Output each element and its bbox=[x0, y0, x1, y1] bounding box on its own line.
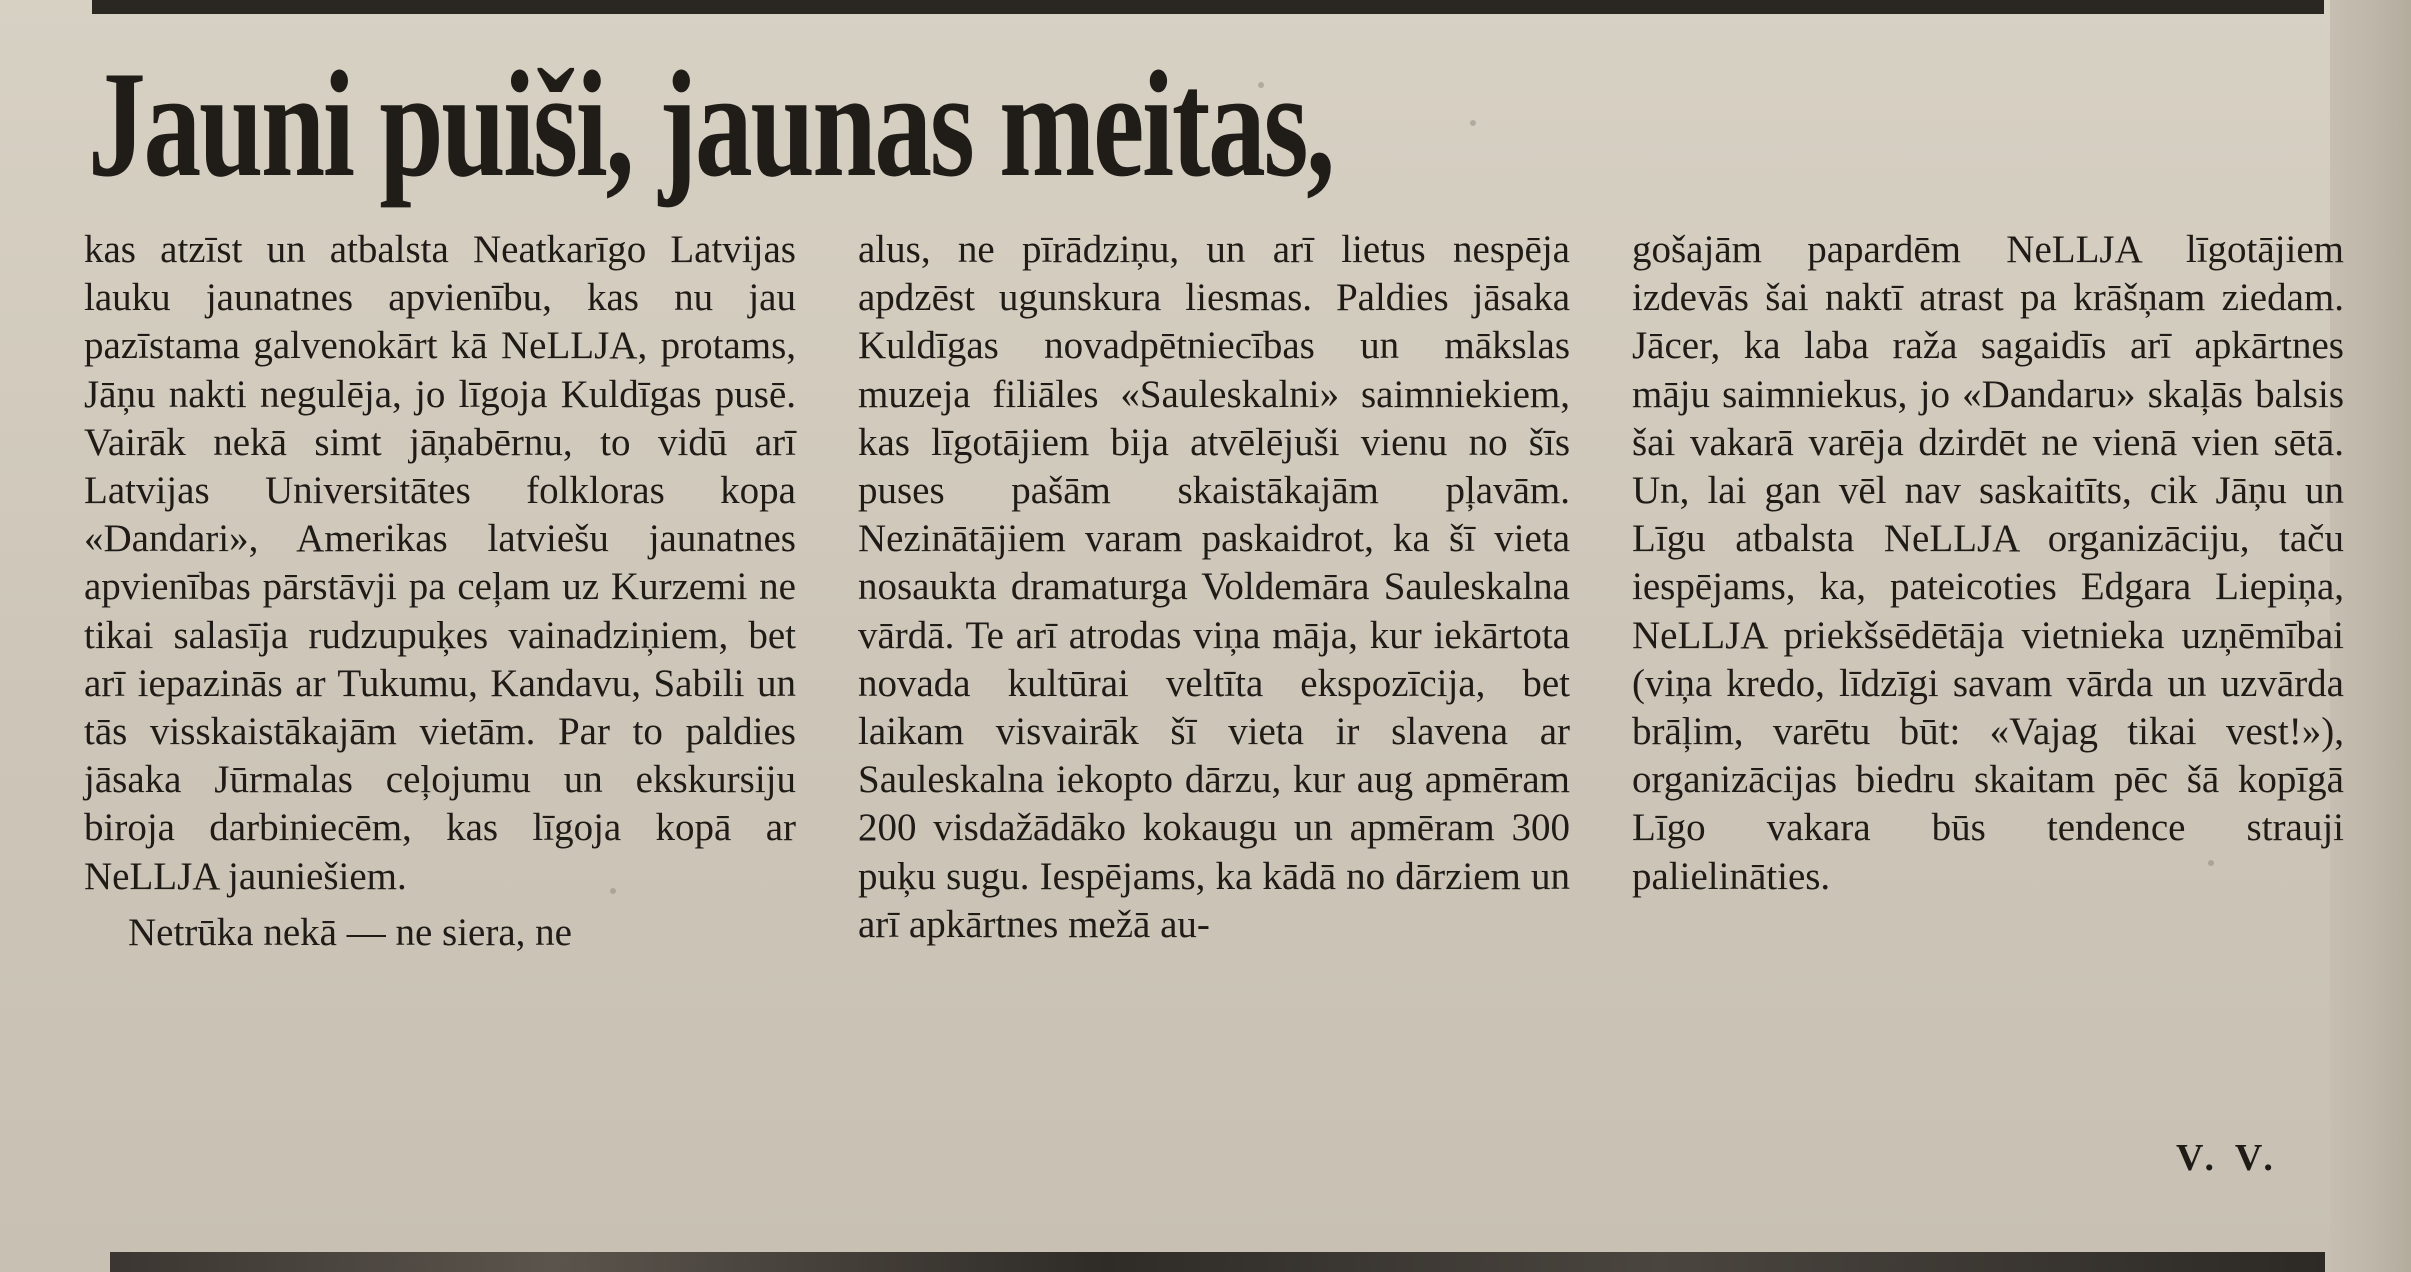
paragraph: kas atzīst un atbalsta Neatkarīgo Latvijas lauku jaunatnes apvienību, kas nu jau pazīstama galvenokārt kā NeLLJA, protams, Jāņu nakti negulēja, jo līgoja Kuldīgas pusē. Vairāk nekā simt jāņabērnu, to vidū arī Latvijas Universitātes folkloras kopa «Dandari», Amerikas latviešu jaunatnes apvienības pārstāvji pa ceļam uz Kurzemi ne tikai salasīja rudzupuķes vainadziņiem, bet arī iepazinās ar Tukumu, Kandavu, Sabili un tās visskaistākajām vietām. Par to paldies jāsaka Jūrmalas ceļojumu un ekskursiju biroja darbiniecēm, kas līgoja kopā ar NeLLJA jauniešiem. bbox=[84, 228, 796, 898]
bottom-border-rule bbox=[110, 1252, 2325, 1272]
print-speck bbox=[1470, 120, 1476, 126]
top-border-rule bbox=[92, 0, 2324, 14]
author-signature: V. V. bbox=[2176, 1137, 2279, 1179]
print-speck bbox=[1258, 82, 1264, 88]
article-headline: Jauni puiši, jaunas meitas, bbox=[88, 40, 1333, 208]
article-column-2 bbox=[858, 226, 1570, 949]
paragraph: alus, ne pīrādziņu, un arī lietus nespēja apdzēst ugunskura liesmas. Paldies jāsaka Kuldīgas novadpētniecības un mākslas muzeja filiāles «Sauleskalni» saimniekiem, kas līgotājiem bija atvēlējuši vienu no šīs puses pašām skaistākajām pļavām. Nezinātājiem varam paskaidrot, ka šī vieta nosaukta dramaturga Voldemāra Sauleskalna vārdā. Te arī atrodas viņa māja, kur iekārtota novada kultūrai veltīta ekspozīcija, bet laikam visvairāk šī vieta ir slavena ar Sauleskalna iekopto dārzu, kur aug apmēram 200 visdažādāko kokaugu un apmēram 300 puķu sugu. Iespējams, ka kādā no dārziem un arī apkārtnes mežā au- bbox=[858, 228, 1570, 946]
paragraph: Netrūka nekā — ne siera, ne bbox=[128, 910, 572, 954]
print-speck bbox=[2208, 860, 2214, 866]
paragraph: gošajām papardēm NeLLJA līgotājiem izdevās šai naktī atrast pa krāšņam ziedam. Jācer, ka laba raža sagaidīs arī apkārtnes māju saimniekus, jo «Dandaru» skaļās balsis šai vakarā varēja dzirdēt ne vienā vien sētā. Un, lai gan vēl nav saskaitīts, cik Jāņu un Līgu atbalsta NeLLJA organizāciju, taču iespējams, ka, pateicoties Edgara Liepiņa, NeLLJA priekšsēdētāja vietnieka uzņēmībai (viņa kredo, līdzīgi savam vārda un uzvārda brāļim, varētu būt: «Vajag tikai vest!»), organizācijas biedru skaitam pēc šā kopīgā Līgo vakara būs tendence strauji palielināties. bbox=[1632, 228, 2344, 898]
print-speck bbox=[610, 888, 616, 894]
article-column-3 bbox=[1632, 226, 2344, 901]
article-column-1 bbox=[84, 226, 796, 957]
